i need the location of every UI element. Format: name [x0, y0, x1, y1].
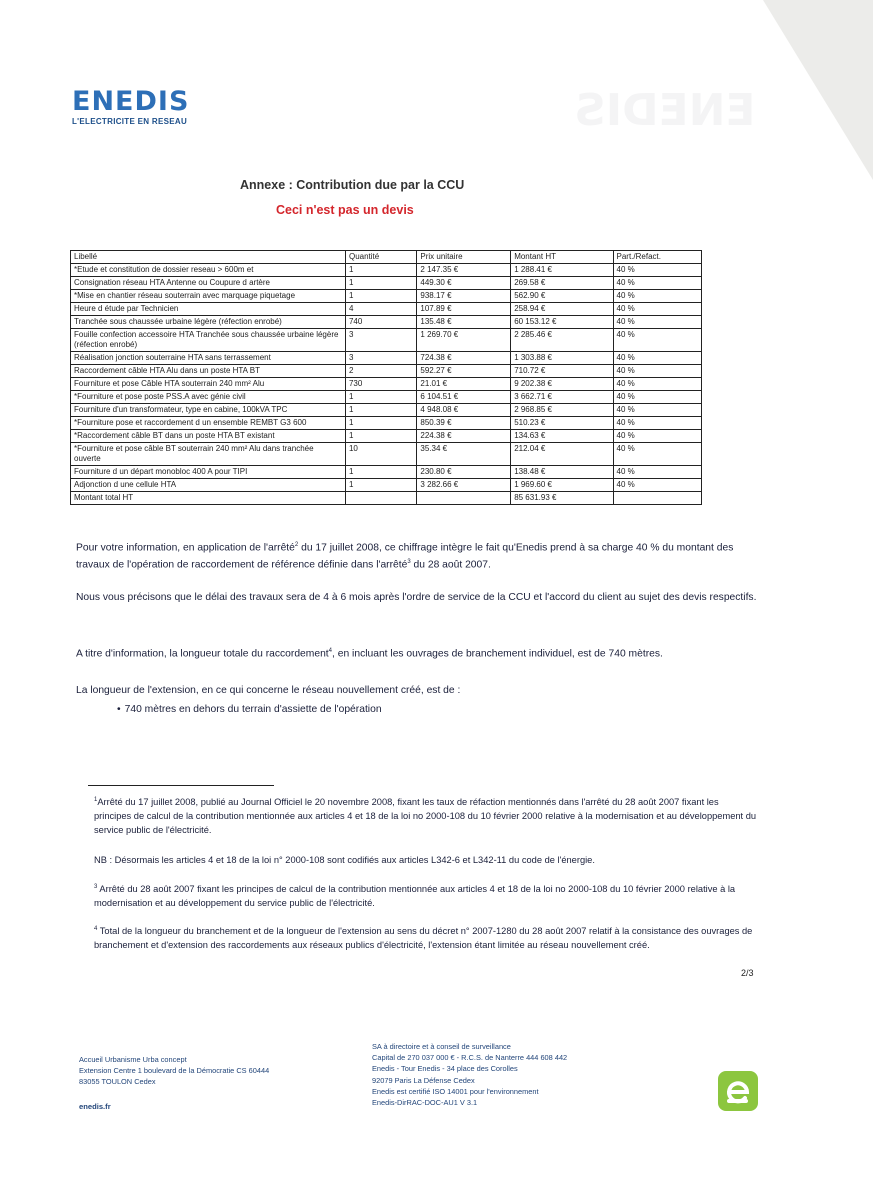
cell-montant-ht: 562.90 €: [511, 290, 613, 303]
page-number: 2/3: [741, 968, 754, 978]
paragraph-extension: La longueur de l'extension, en ce qui concerne le réseau nouvellement créé, est de :: [76, 685, 461, 696]
table-row: [71, 303, 702, 316]
cell-prix-unitaire: 135.48 €: [417, 316, 511, 329]
footer-line: Capital de 270 037 000 € - R.C.S. de Nanterre 444 608 442: [372, 1053, 568, 1063]
cell-prix-unitaire: 2 147.35 €: [417, 264, 511, 277]
cell-libelle: *Etude et constitution de dossier reseau > 600m et: [71, 264, 346, 277]
footnote-1: [94, 793, 758, 837]
table-row: [71, 378, 702, 391]
cell-part-refact: 40 %: [613, 352, 702, 365]
cell-prix-unitaire: 1 269.70 €: [417, 329, 511, 352]
cell-part-refact: 40 %: [613, 290, 702, 303]
header-montant-ht: Montant HT: [511, 251, 613, 264]
cell-montant-ht: 3 662.71 €: [511, 391, 613, 404]
cell-quantite: 4: [345, 303, 416, 316]
cell-montant-ht: 138.48 €: [511, 466, 613, 479]
table-total-row: [71, 492, 702, 505]
cell-quantite: 1: [345, 277, 416, 290]
cell-libelle: Fouille confection accessoire HTA Tranchée sous chaussée urbaine légère (réfection enrobé): [71, 329, 346, 352]
cell-montant-ht: 9 202.38 €: [511, 378, 613, 391]
table-row: [71, 417, 702, 430]
cell-montant-ht: 1 969.60 €: [511, 479, 613, 492]
cell-quantite: 1: [345, 391, 416, 404]
cell-part-refact: 40 %: [613, 443, 702, 466]
table-row: [71, 365, 702, 378]
cell-quantite: 10: [345, 443, 416, 466]
table-row: [71, 277, 702, 290]
cell-quantite: 3: [345, 329, 416, 352]
cell-quantite: 740: [345, 316, 416, 329]
cell-libelle: *Fourniture et pose câble BT souterrain 240 mm² Alu dans tranchée ouverte: [71, 443, 346, 466]
cell-libelle: Consignation réseau HTA Antenne ou Coupure d artère: [71, 277, 346, 290]
paragraph-refaction: [76, 538, 766, 573]
cell-libelle: Fourniture d'un transformateur, type en cabine, 100kVA TPC: [71, 404, 346, 417]
footer-line: 83055 TOULON Cedex: [79, 1077, 156, 1086]
total-empty-cell: [613, 492, 702, 505]
cell-prix-unitaire: 850.39 €: [417, 417, 511, 430]
header-prix-unitaire: Prix unitaire: [417, 251, 511, 264]
footnote-number: 3: [94, 884, 98, 890]
total-label: Montant total HT: [71, 492, 346, 505]
table-header-row: [71, 251, 702, 264]
footer-line: Accueil Urbanisme Urba concept: [79, 1055, 187, 1064]
bullet-text: 740 mètres en dehors du terrain d'assiette de l'opération: [124, 704, 382, 715]
cell-part-refact: 40 %: [613, 329, 702, 352]
paragraph-delay: Nous vous précisons que le délai des travaux sera de 4 à 6 mois après l'ordre de service de la CCU et l'accord du client au sujet des devis respectifs.: [76, 592, 757, 603]
paragraph-text: , en incluant les ouvrages de branchement individuel, est de 740 mètres.: [332, 648, 663, 660]
cell-prix-unitaire: 21.01 €: [417, 378, 511, 391]
table-row: [71, 264, 702, 277]
cell-quantite: 1: [345, 417, 416, 430]
table-row: [71, 404, 702, 417]
cell-prix-unitaire: 230.80 €: [417, 466, 511, 479]
cell-libelle: Raccordement câble HTA Alu dans un poste HTA BT: [71, 365, 346, 378]
cell-quantite: 730: [345, 378, 416, 391]
table-row: [71, 443, 702, 466]
table-row: [71, 479, 702, 492]
cell-libelle: Fourniture d un départ monobloc 400 A pour TIPI: [71, 466, 346, 479]
footnote-number: 4: [94, 926, 98, 932]
cell-quantite: 1: [345, 430, 416, 443]
table-row: [71, 316, 702, 329]
page-corner-fold: [763, 0, 873, 180]
cell-montant-ht: 258.94 €: [511, 303, 613, 316]
footnote-nb: NB : Désormais les articles 4 et 18 de la loi n° 2000-108 sont codifiés aux articles L342-6 et L342-11 du code de l'énergie.: [94, 855, 595, 865]
cell-libelle: *Fourniture pose et raccordement d un ensemble REMBT G3 600: [71, 417, 346, 430]
cell-libelle: Fourniture et pose Câble HTA souterrain 240 mm² Alu: [71, 378, 346, 391]
cell-prix-unitaire: 107.89 €: [417, 303, 511, 316]
cell-part-refact: 40 %: [613, 479, 702, 492]
footnote-text: Arrêté du 17 juillet 2008, publié au Journal Officiel le 20 novembre 2008, fixant les taux de réfaction mentionnés dans l'arrêté du 28 août 2007 fixant les principes de calcul de la contribution mentionnée aux articles 4 et 18 de la loi no 2000-108 du 10 février 2000 relative à la modernisation et au développement du service public de l'électricité.: [94, 797, 757, 836]
footnote-separator: [88, 785, 274, 786]
bullet-item: [117, 703, 382, 717]
cell-libelle: *Mise en chantier réseau souterrain avec marquage piquetage: [71, 290, 346, 303]
cell-libelle: Heure d étude par Technicien: [71, 303, 346, 316]
cell-montant-ht: 1 288.41 €: [511, 264, 613, 277]
total-value: 85 631.93 €: [511, 492, 613, 505]
cell-prix-unitaire: 592.27 €: [417, 365, 511, 378]
footer-line: Enedis-DirRAC-DOC-AU1 V 3.1: [372, 1098, 478, 1108]
cell-libelle: Adjonction d une cellule HTA: [71, 479, 346, 492]
cell-quantite: 1: [345, 404, 416, 417]
footer-line: Extension Centre 1 boulevard de la Démocratie CS 60444: [79, 1066, 270, 1075]
table-row: [71, 329, 702, 352]
cell-part-refact: 40 %: [613, 404, 702, 417]
footnote-4: [94, 922, 758, 952]
cell-prix-unitaire: 6 104.51 €: [417, 391, 511, 404]
cell-part-refact: 40 %: [613, 430, 702, 443]
paragraph-length: [76, 644, 766, 661]
paragraph-text: Pour votre information, en application de l'arrêté: [76, 542, 295, 554]
footer-line: Enedis - Tour Enedis - 34 place des Corolles: [372, 1064, 518, 1074]
footnote-ref: 4: [328, 648, 333, 654]
footnote-number: 1: [94, 797, 98, 803]
cell-quantite: 3: [345, 352, 416, 365]
total-empty-cell: [345, 492, 416, 505]
header-libelle: Libellé: [71, 251, 346, 264]
cell-prix-unitaire: 724.38 €: [417, 352, 511, 365]
cell-quantite: 2: [345, 365, 416, 378]
table-body: [71, 264, 702, 492]
enedis-logo: [72, 88, 189, 126]
footnote-ref: 3: [407, 559, 411, 566]
cell-montant-ht: 2 285.46 €: [511, 329, 613, 352]
cell-montant-ht: 1 303.88 €: [511, 352, 613, 365]
cell-prix-unitaire: 35.34 €: [417, 443, 511, 466]
cell-montant-ht: 134.63 €: [511, 430, 613, 443]
table-row: [71, 290, 702, 303]
cell-montant-ht: 269.58 €: [511, 277, 613, 290]
cell-prix-unitaire: 449.30 €: [417, 277, 511, 290]
logo-wordmark: ENEDIS: [72, 86, 190, 117]
footer-line: Enedis est certifié ISO 14001 pour l'environnement: [372, 1086, 539, 1096]
footnote-text: Total de la longueur du branchement et de la longueur de l'extension au sens du décret n° 2007-1280 du 28 août 2007 relatif à la consistance des ouvrages de branchement et d'extension des raccordements aux réseaux publics d'électricité, l'extension étant limitée au réseau nouvellement créé.: [94, 926, 753, 951]
paragraph-text: A titre d'information, la longueur totale du raccordement: [76, 648, 329, 660]
not-a-quote-notice: Ceci n'est pas un devis: [276, 203, 414, 217]
table-row: [71, 430, 702, 443]
header-quantite: Quantité: [345, 251, 416, 264]
annex-title: Annexe : Contribution due par la CCU: [240, 178, 465, 192]
cell-quantite: 1: [345, 479, 416, 492]
paragraph-text: du 28 août 2007.: [410, 559, 491, 571]
table-row: [71, 391, 702, 404]
total-empty-cell: [417, 492, 511, 505]
cell-libelle: *Fourniture et pose poste PSS.A avec génie civil: [71, 391, 346, 404]
footer-legal: [372, 1041, 567, 1108]
footer-line: SA à directoire et à conseil de surveillance: [372, 1042, 511, 1051]
cell-prix-unitaire: 938.17 €: [417, 290, 511, 303]
cell-part-refact: 40 %: [613, 277, 702, 290]
cell-part-refact: 40 %: [613, 417, 702, 430]
cell-part-refact: 40 %: [613, 391, 702, 404]
show-through-logo: ENEDIS: [574, 85, 756, 136]
cell-libelle: *Raccordement câble BT dans un poste HTA BT existant: [71, 430, 346, 443]
cell-montant-ht: 2 968.85 €: [511, 404, 613, 417]
paragraph-text: du 17 juillet 2008, ce chiffrage intègre le fait qu'Enedis prend à sa charge 40 % du montant des travaux de l'opération de raccordement de référence définie dans l'arrêté: [76, 542, 734, 571]
footnote-text: Arrêté du 28 août 2007 fixant les principes de calcul de la contribution mentionnée aux articles 4 et 18 de la loi no 2000-108 du 10 février 2000 relative à la modernisation et au développement du service public de l'électricité.: [94, 884, 736, 909]
footer-website-link[interactable]: enedis.fr: [79, 1102, 111, 1111]
cell-part-refact: 40 %: [613, 264, 702, 277]
cell-part-refact: 40 %: [613, 365, 702, 378]
enedis-emblem-icon: [718, 1071, 758, 1111]
table-row: [71, 466, 702, 479]
cost-table: [70, 250, 702, 505]
footnote-3: [94, 880, 758, 910]
footer-line: 92079 Paris La Défense Cedex: [372, 1075, 475, 1085]
cell-part-refact: 40 %: [613, 466, 702, 479]
logo-tagline: L'ELECTRICITE EN RESEAU: [72, 117, 188, 126]
footnote-ref: 2: [294, 542, 299, 548]
table-row: [71, 352, 702, 365]
cell-part-refact: 40 %: [613, 316, 702, 329]
cell-prix-unitaire: 3 282.66 €: [417, 479, 511, 492]
cell-montant-ht: 710.72 €: [511, 365, 613, 378]
cell-libelle: Tranchée sous chaussée urbaine légère (réfection enrobé): [71, 316, 346, 329]
cell-prix-unitaire: 4 948.08 €: [417, 404, 511, 417]
cell-part-refact: 40 %: [613, 378, 702, 391]
cell-quantite: 1: [345, 290, 416, 303]
cell-montant-ht: 212.04 €: [511, 443, 613, 466]
footer-address: [79, 1054, 269, 1087]
cell-part-refact: 40 %: [613, 303, 702, 316]
cell-montant-ht: 60 153.12 €: [511, 316, 613, 329]
cell-quantite: 1: [345, 264, 416, 277]
cell-montant-ht: 510.23 €: [511, 417, 613, 430]
header-part-refact: Part./Refact.: [613, 251, 702, 264]
cell-quantite: 1: [345, 466, 416, 479]
cell-prix-unitaire: 224.38 €: [417, 430, 511, 443]
cell-libelle: Réalisation jonction souterraine HTA sans terrassement: [71, 352, 346, 365]
bullet-dot-icon: •: [117, 704, 121, 715]
